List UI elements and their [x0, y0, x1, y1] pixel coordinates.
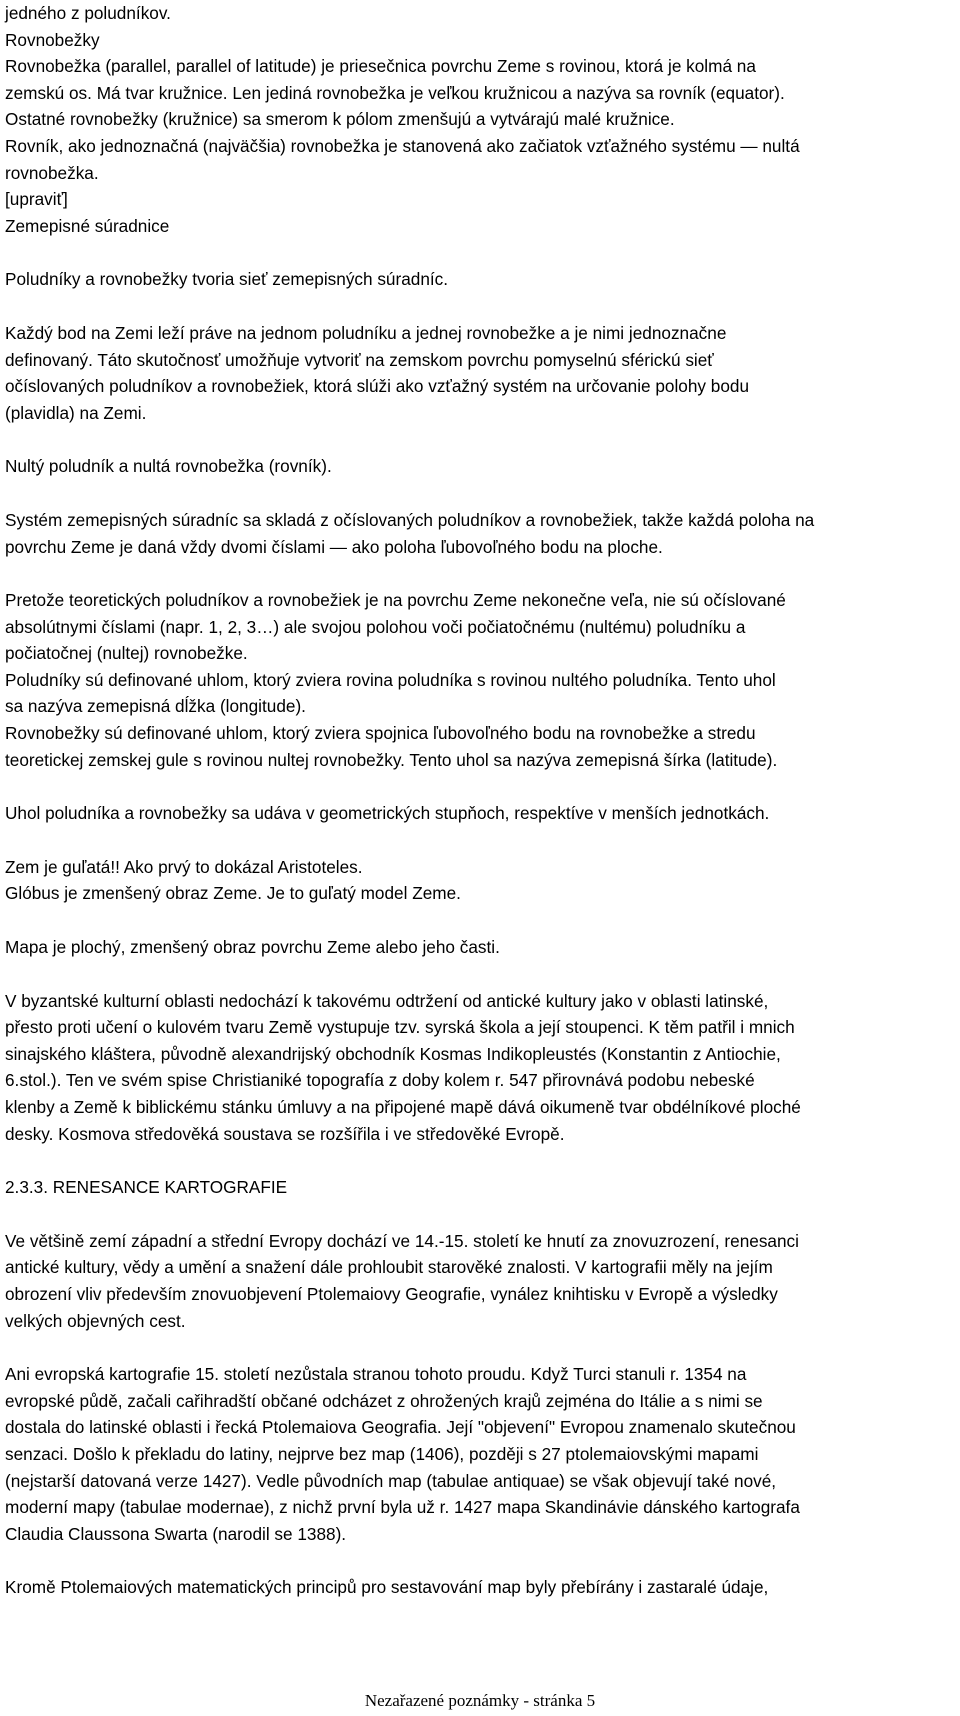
text-line: Ani evropská kartografie 15. století nezůstala stranou tohoto proudu. Když Turci stanuli r. 1354 na — [5, 1364, 747, 1385]
text-line: Ostatné rovnobežky (kružnice) sa smerom k pólom zmenšujú a vytvárajú malé kružnice. — [5, 109, 675, 130]
paragraph-gap — [5, 907, 953, 934]
text-line: Systém zemepisných súradníc sa skladá z očíslovaných poludníkov a rovnobežiek, takže každá poloha na — [5, 509, 815, 530]
text-line: definovaný. Táto skutočnosť umožňuje vytvoriť na zemskom povrchu pomyselnú sférickú sieť — [5, 349, 714, 370]
page-footer: Nezařazené poznámky - stránka 5 — [364, 1691, 596, 1710]
paragraph-gap — [5, 1201, 953, 1228]
text-line: přesto proti učení o kulovém tvaru Země vystupuje tzv. syrská škola a její stoupenci. K těm patřil i mnich — [5, 1017, 795, 1038]
paragraph-gap — [5, 560, 953, 587]
text-line: [upraviť] — [5, 189, 68, 210]
text-line: počiatočnej (nultej) rovnobežke. — [5, 643, 248, 664]
text-line: Zem je guľatá!! Ako prvý to dokázal Aristoteles. — [5, 856, 363, 877]
text-line: Rovnobežka (parallel, parallel of latitude) je priesečnica povrchu Zeme s rovinou, ktorá je kolmá na — [5, 56, 756, 77]
paragraph-gap — [5, 961, 953, 988]
text-line: Uhol poludníka a rovnobežky sa udáva v geometrických stupňoch, respektíve v menších jednotkách. — [5, 803, 770, 824]
text-line: 2.3.3. RENESANCE KARTOGRAFIE — [5, 1177, 288, 1198]
text-line: senzaci. Došlo k překladu do latiny, nejprve bez map (1406), později s 27 ptolemaiovskými mapami — [5, 1443, 759, 1464]
paragraph-gap — [5, 239, 953, 266]
text-line: desky. Kosmova středověká soustava se rozšířila i ve středověké Evropě. — [5, 1123, 565, 1144]
text-line: Ve většině zemí západní a střední Evropy dochází ve 14.-15. století ke hnutí za znovuzrození, renesanci — [5, 1230, 799, 1251]
text-line: povrchu Zeme je daná vždy dvomi číslami — ako poloha ľubovoľného bodu na ploche. — [5, 536, 663, 557]
text-line: Claudia Claussona Swarta (narodil se 1388). — [5, 1523, 347, 1544]
text-line: jedného z poludníkov. — [5, 3, 171, 23]
paragraph-gap — [5, 1547, 953, 1574]
text-line: evropské půdě, začali cařihradští občané odcházet z ohrožených krajů zejména do Itálie a s nimi se — [5, 1390, 763, 1411]
text-line: Rovnobežky — [5, 29, 100, 50]
text-line: rovnobežka. — [5, 162, 99, 183]
text-line: (plavidla) na Zemi. — [5, 402, 147, 423]
text-line: dostala do latinské oblasti i řecká Ptolemaiova Geografia. Její "objevení" Evropou znamenalo skutečnou — [5, 1417, 796, 1438]
text-line: Každý bod na Zemi leží práve na jednom poludníku a jednej rovnobežke a je nimi jednoznačne — [5, 322, 727, 343]
text-line: Glóbus je zmenšený obraz Zeme. Je to guľatý model Zeme. — [5, 883, 461, 904]
text-line: Nultý poludník a nultá rovnobežka (rovník). — [5, 456, 332, 477]
paragraph-gap — [5, 1147, 953, 1174]
document-body — [5, 0, 953, 1601]
text-line: antické kultury, vědy a umění a snažení dále prohloubit starověké znalosti. V kartografii měly na jejím — [5, 1257, 773, 1278]
text-line: Kromě Ptolemaiových matematických principů pro sestavování map byly přebírány i zastaralé údaje, — [5, 1577, 769, 1598]
paragraph-gap — [5, 827, 953, 854]
text-line: absolútnymi číslami (napr. 1, 2, 3…) ale svojou polohou voči počiatočnému (nultému) poludníku a — [5, 616, 746, 637]
paragraph-gap — [5, 480, 953, 507]
text-line: sa nazýva zemepisná dĺžka (longitude). — [5, 696, 306, 717]
text-line: moderní mapy (tabulae modernae), z nichž první byla už r. 1427 mapa Skandinávie dánského kartografa — [5, 1497, 800, 1518]
text-line: (nejstarší datovaná verze 1427). Vedle původních map (tabulae antiquae) se však objevují také nové, — [5, 1470, 777, 1491]
text-line: zemskú os. Má tvar kružnice. Len jediná rovnobežka je veľkou kružnicou a nazýva sa rovník (equator). — [5, 82, 785, 103]
text-line: velkých objevných cest. — [5, 1310, 186, 1331]
text-line: V byzantské kulturní oblasti nedochází k takovému odtržení od antické kultury jako v oblasti latinské, — [5, 990, 769, 1011]
text-line: očíslovaných poludníkov a rovnobežiek, ktorá slúži ako vzťažný systém na určovanie polohy bodu — [5, 376, 750, 397]
text-line: teoretickej zemskej gule s rovinou nultej rovnobežky. Tento uhol sa nazýva zemepisná šírka (latitude). — [5, 749, 778, 770]
paragraph-gap — [5, 293, 953, 320]
paragraph-gap — [5, 1334, 953, 1361]
text-line: Mapa je plochý, zmenšený obraz povrchu Zeme alebo jeho časti. — [5, 937, 500, 958]
text-line: klenby a Země k biblickému stánku úmluvy a na připojené mapě dává oikumeně tvar obdélníkové ploché — [5, 1097, 801, 1117]
text-line: Poludníky a rovnobežky tvoria sieť zemepisných súradníc. — [5, 269, 449, 290]
text-line: sinajského kláštera, původně alexandrijský obchodník Kosmas Indikopleustés (Konstantin z Antiochie, — [5, 1043, 781, 1064]
paragraph-gap — [5, 773, 953, 800]
text-line: Rovnobežky sú definované uhlom, ktorý zviera spojnica ľubovoľného bodu na rovnobežke a stredu — [5, 723, 756, 744]
text-line: Poludníky sú definované uhlom, ktorý zviera rovina poludníka s rovinou nultého poludníka. Tento uhol — [5, 669, 776, 690]
paragraph-gap — [5, 426, 953, 453]
text-line: Pretože teoretických poludníkov a rovnobežiek je na povrchu Zeme nekonečne veľa, nie sú očíslované — [5, 590, 786, 611]
text-line: Rovník, ako jednoznačná (najväčšia) rovnobežka je stanovená ako začiatok vzťažného systému — nultá — [5, 135, 800, 156]
text-line: 6.stol.). Ten ve svém spise Christianiké topografía z doby kolem r. 547 přirovnává podobu nebeské — [5, 1070, 755, 1091]
text-line: Zemepisné súradnice — [5, 215, 170, 236]
text-line: obrození vliv především znovuobjevení Ptolemaiovy Geografie, vynález knihtisku v Evropě a výsledky — [5, 1283, 778, 1304]
